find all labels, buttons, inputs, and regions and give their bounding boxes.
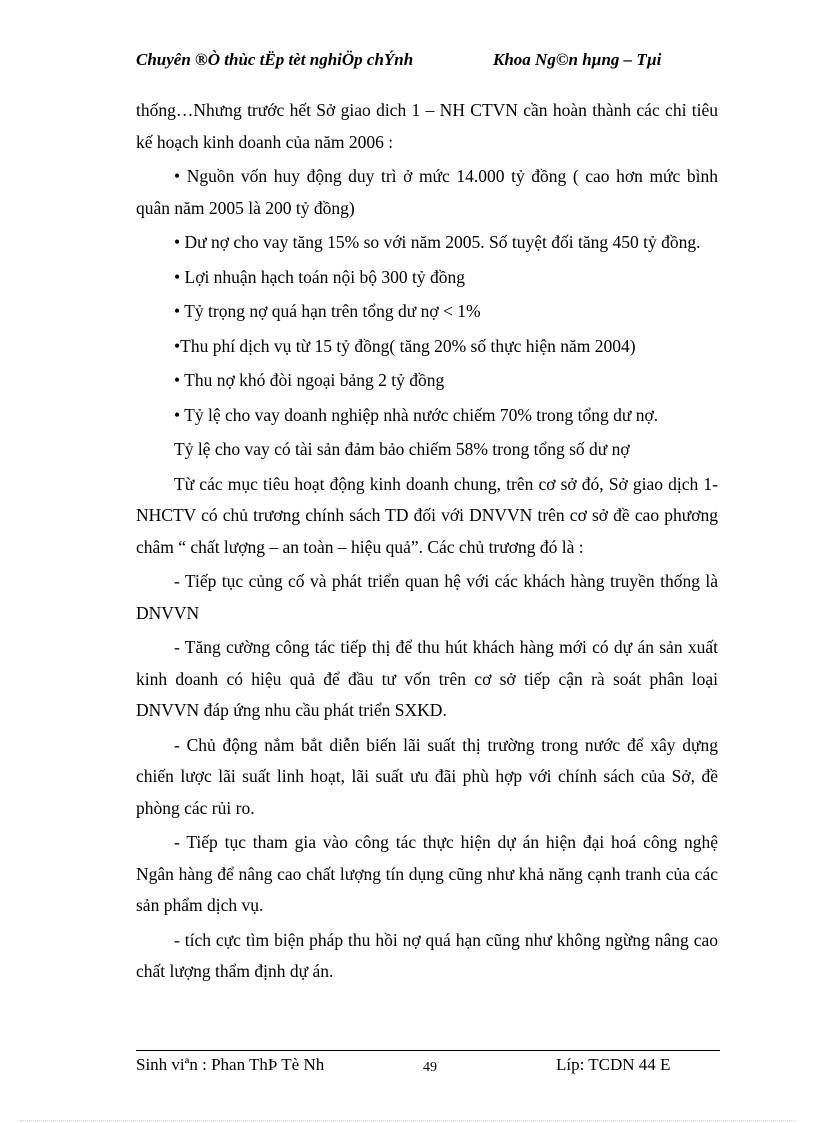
header-faculty: Khoa Ng©n hµng – Tµi [493,50,662,69]
footer-divider [136,1050,720,1051]
bullet-item: • Tỷ trọng nợ quá hạn trên tổng dư nợ < 1% [174,301,481,321]
bullet-item: • Tỷ lệ cho vay doanh nghiệp nhà nước chiếm 70% trong tổng dư nợ. [174,404,659,425]
footer-class: Líp: TCDN 44 E [556,1055,671,1074]
document-body [136,95,718,991]
dash-item: - tích cực tìm biện pháp thu hồi nợ quá hạn cũng như không ngừng nâng cao chất lượng thẩm định dự án. [136,929,718,981]
paragraph-policy: Từ các mục tiêu hoạt động kinh doanh chung, trên cơ sở đó, Sở giao dịch 1-NHCTV có chủ trương chính sách TD đối với DNVVN trên cơ sở đề cao phương châm “ chất lượng – an toàn – hiệu quả”. Các chủ trương đó là : [136,473,718,557]
page-header [136,50,718,94]
page-number: 49 [423,1060,437,1075]
page-footer [136,1054,720,1078]
dash-item: - Tiếp tục củng cố và phát triển quan hệ với các khách hàng truyền thống là DNVVN [136,571,718,623]
dash-item: - Tiếp tục tham gia vào công tác thực hiện dự án hiện đại hoá công nghệ Ngân hàng để nâng cao chất lượng tín dụng cũng như khả năng cạnh tranh của các sản phẩm dịch vụ. [136,832,718,915]
footer-student-name: Sinh viªn : Phan ThÞ Tè Nh [136,1055,325,1074]
bullet-item: • Nguồn vốn huy động duy trì ở mức 14.000 tỷ đồng ( cao hơn mức bình quân năm 2005 là 200 tỷ đồng) [136,166,718,218]
header-thesis-title: Chuyên ®Ò thùc tËp tèt nghiÖp chÝnh [136,50,414,69]
bullet-item: • Thu nợ khó đòi ngoại bảng 2 tỷ đồng [174,370,445,390]
dash-item: - Chủ động nắm bắt diễn biến lãi suất thị trường trong nước để xây dựng chiến lược lãi suất linh hoạt, lãi suất ưu đãi phù hợp với chính sách của Sở, đề phòng các rủi ro. [136,734,718,818]
bullet-item: • Dư nợ cho vay tăng 15% so với năm 2005. Số tuyệt đối tăng 450 tỷ đồng. [174,232,701,252]
paragraph-collateral-ratio: Tỷ lệ cho vay có tài sản đảm bảo chiếm 58% trong tổng số dư nợ [174,439,630,459]
paragraph-intro: thống…Nhưng trước hết Sở giao dich 1 – NH CTVN cần hoàn thành các chỉ tiêu kế hoạch kinh doanh của năm 2006 : [136,100,718,152]
bullet-item: • Lợi nhuận hạch toán nội bộ 300 tỷ đồng [174,266,465,287]
bullet-item: •Thu phí dịch vụ từ 15 tỷ đồng( tăng 20% số thực hiện năm 2004) [174,335,636,356]
page-bottom-border [20,1120,796,1121]
dash-item: - Tăng cường công tác tiếp thị để thu hút khách hàng mới có dự án sản xuất kinh doanh có hiệu quả để đầu tư vốn trên cơ sở tiếp cận rà soát phân loại DNVVN đáp ứng nhu cầu phát triển SXKD. [136,637,718,720]
